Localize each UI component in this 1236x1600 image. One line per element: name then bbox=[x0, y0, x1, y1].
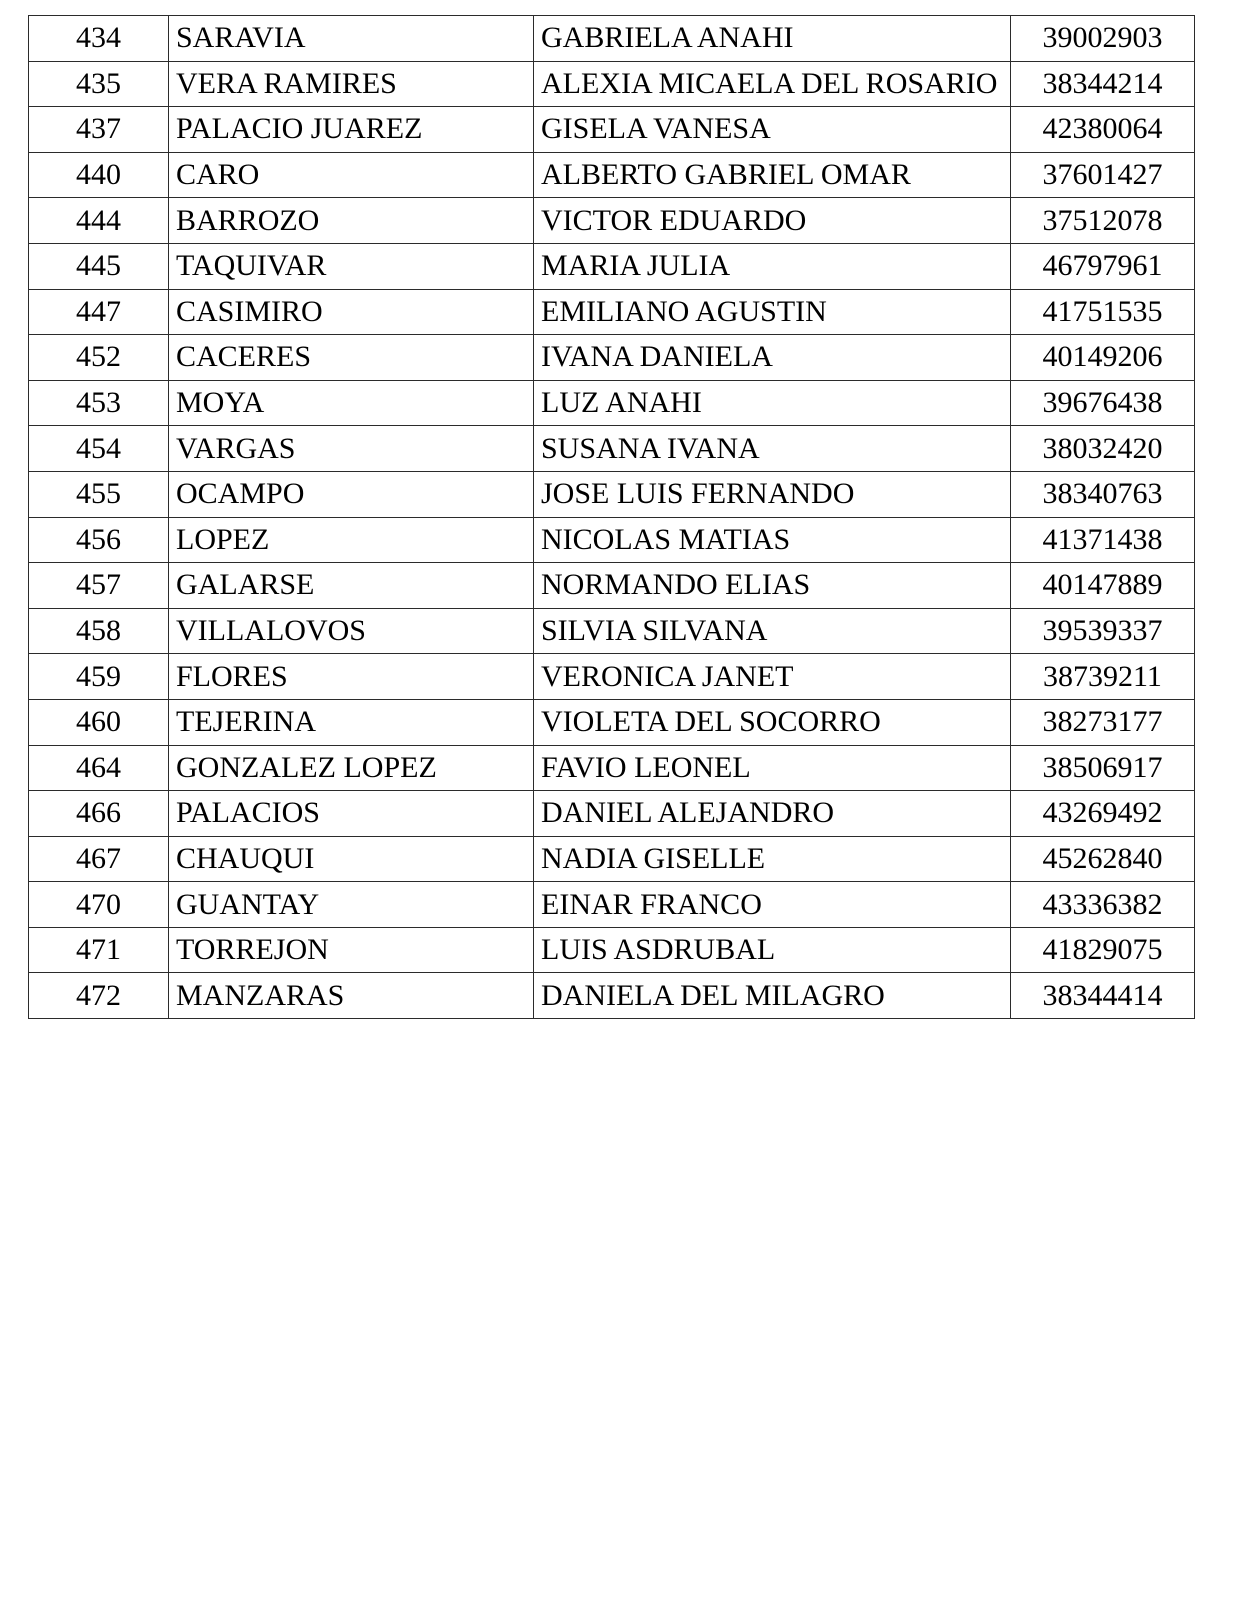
table-row bbox=[29, 426, 1195, 472]
surname-cell: FLORES bbox=[169, 654, 534, 700]
given-names-cell: FAVIO LEONEL bbox=[534, 745, 1011, 791]
table-row bbox=[29, 973, 1195, 1019]
surname-cell: VARGAS bbox=[169, 426, 534, 472]
row-number-cell: 467 bbox=[29, 836, 169, 882]
table-row bbox=[29, 608, 1195, 654]
surname-cell: PALACIO JUAREZ bbox=[169, 107, 534, 153]
document-number-cell: 40149206 bbox=[1011, 335, 1195, 381]
surname-cell: MOYA bbox=[169, 380, 534, 426]
document-number-cell: 39002903 bbox=[1011, 16, 1195, 62]
given-names-cell: ALEXIA MICAELA DEL ROSARIO bbox=[534, 61, 1011, 107]
surname-cell: VERA RAMIRES bbox=[169, 61, 534, 107]
row-number-cell: 454 bbox=[29, 426, 169, 472]
roster-table-body bbox=[29, 16, 1195, 1019]
surname-cell: SARAVIA bbox=[169, 16, 534, 62]
row-number-cell: 437 bbox=[29, 107, 169, 153]
document-number-cell: 39539337 bbox=[1011, 608, 1195, 654]
given-names-cell: EMILIANO AGUSTIN bbox=[534, 289, 1011, 335]
document-number-cell: 37512078 bbox=[1011, 198, 1195, 244]
table-row bbox=[29, 563, 1195, 609]
document-number-cell: 38344414 bbox=[1011, 973, 1195, 1019]
table-row bbox=[29, 882, 1195, 928]
surname-cell: TEJERINA bbox=[169, 699, 534, 745]
surname-cell: TAQUIVAR bbox=[169, 243, 534, 289]
table-row bbox=[29, 791, 1195, 837]
document-number-cell: 38506917 bbox=[1011, 745, 1195, 791]
given-names-cell: GISELA VANESA bbox=[534, 107, 1011, 153]
table-row bbox=[29, 198, 1195, 244]
table-row bbox=[29, 517, 1195, 563]
surname-cell: VILLALOVOS bbox=[169, 608, 534, 654]
table-row bbox=[29, 927, 1195, 973]
row-number-cell: 445 bbox=[29, 243, 169, 289]
given-names-cell: VERONICA JANET bbox=[534, 654, 1011, 700]
table-row bbox=[29, 107, 1195, 153]
row-number-cell: 435 bbox=[29, 61, 169, 107]
surname-cell: CARO bbox=[169, 152, 534, 198]
document-number-cell: 46797961 bbox=[1011, 243, 1195, 289]
document-number-cell: 38344214 bbox=[1011, 61, 1195, 107]
given-names-cell: EINAR FRANCO bbox=[534, 882, 1011, 928]
table-row bbox=[29, 335, 1195, 381]
table-row bbox=[29, 745, 1195, 791]
table-row bbox=[29, 243, 1195, 289]
given-names-cell: IVANA DANIELA bbox=[534, 335, 1011, 381]
table-row bbox=[29, 380, 1195, 426]
surname-cell: PALACIOS bbox=[169, 791, 534, 837]
row-number-cell: 456 bbox=[29, 517, 169, 563]
document-number-cell: 43269492 bbox=[1011, 791, 1195, 837]
given-names-cell: ALBERTO GABRIEL OMAR bbox=[534, 152, 1011, 198]
surname-cell: TORREJON bbox=[169, 927, 534, 973]
given-names-cell: SUSANA IVANA bbox=[534, 426, 1011, 472]
document-number-cell: 39676438 bbox=[1011, 380, 1195, 426]
document-number-cell: 41751535 bbox=[1011, 289, 1195, 335]
given-names-cell: LUIS ASDRUBAL bbox=[534, 927, 1011, 973]
row-number-cell: 453 bbox=[29, 380, 169, 426]
given-names-cell: MARIA JULIA bbox=[534, 243, 1011, 289]
surname-cell: MANZARAS bbox=[169, 973, 534, 1019]
document-number-cell: 37601427 bbox=[1011, 152, 1195, 198]
row-number-cell: 440 bbox=[29, 152, 169, 198]
given-names-cell: JOSE LUIS FERNANDO bbox=[534, 471, 1011, 517]
surname-cell: GALARSE bbox=[169, 563, 534, 609]
surname-cell: GUANTAY bbox=[169, 882, 534, 928]
document-number-cell: 40147889 bbox=[1011, 563, 1195, 609]
document-number-cell: 41829075 bbox=[1011, 927, 1195, 973]
row-number-cell: 447 bbox=[29, 289, 169, 335]
row-number-cell: 460 bbox=[29, 699, 169, 745]
given-names-cell: GABRIELA ANAHI bbox=[534, 16, 1011, 62]
given-names-cell: DANIELA DEL MILAGRO bbox=[534, 973, 1011, 1019]
document-number-cell: 38340763 bbox=[1011, 471, 1195, 517]
row-number-cell: 444 bbox=[29, 198, 169, 244]
table-row bbox=[29, 61, 1195, 107]
table-row bbox=[29, 699, 1195, 745]
given-names-cell: SILVIA SILVANA bbox=[534, 608, 1011, 654]
row-number-cell: 434 bbox=[29, 16, 169, 62]
document-number-cell: 41371438 bbox=[1011, 517, 1195, 563]
document-number-cell: 43336382 bbox=[1011, 882, 1195, 928]
table-row bbox=[29, 471, 1195, 517]
row-number-cell: 452 bbox=[29, 335, 169, 381]
document-number-cell: 38032420 bbox=[1011, 426, 1195, 472]
document-number-cell: 38739211 bbox=[1011, 654, 1195, 700]
surname-cell: OCAMPO bbox=[169, 471, 534, 517]
row-number-cell: 457 bbox=[29, 563, 169, 609]
given-names-cell: DANIEL ALEJANDRO bbox=[534, 791, 1011, 837]
surname-cell: CACERES bbox=[169, 335, 534, 381]
row-number-cell: 458 bbox=[29, 608, 169, 654]
row-number-cell: 455 bbox=[29, 471, 169, 517]
surname-cell: BARROZO bbox=[169, 198, 534, 244]
surname-cell: CHAUQUI bbox=[169, 836, 534, 882]
row-number-cell: 459 bbox=[29, 654, 169, 700]
document-number-cell: 42380064 bbox=[1011, 107, 1195, 153]
given-names-cell: NORMANDO ELIAS bbox=[534, 563, 1011, 609]
row-number-cell: 470 bbox=[29, 882, 169, 928]
table-row bbox=[29, 654, 1195, 700]
surname-cell: CASIMIRO bbox=[169, 289, 534, 335]
roster-table bbox=[28, 15, 1195, 1019]
given-names-cell: VICTOR EDUARDO bbox=[534, 198, 1011, 244]
table-row bbox=[29, 152, 1195, 198]
table-row bbox=[29, 16, 1195, 62]
row-number-cell: 466 bbox=[29, 791, 169, 837]
surname-cell: LOPEZ bbox=[169, 517, 534, 563]
row-number-cell: 472 bbox=[29, 973, 169, 1019]
given-names-cell: NADIA GISELLE bbox=[534, 836, 1011, 882]
given-names-cell: LUZ ANAHI bbox=[534, 380, 1011, 426]
row-number-cell: 464 bbox=[29, 745, 169, 791]
document-number-cell: 45262840 bbox=[1011, 836, 1195, 882]
row-number-cell: 471 bbox=[29, 927, 169, 973]
given-names-cell: NICOLAS MATIAS bbox=[534, 517, 1011, 563]
given-names-cell: VIOLETA DEL SOCORRO bbox=[534, 699, 1011, 745]
document-number-cell: 38273177 bbox=[1011, 699, 1195, 745]
table-row bbox=[29, 836, 1195, 882]
surname-cell: GONZALEZ LOPEZ bbox=[169, 745, 534, 791]
table-row bbox=[29, 289, 1195, 335]
